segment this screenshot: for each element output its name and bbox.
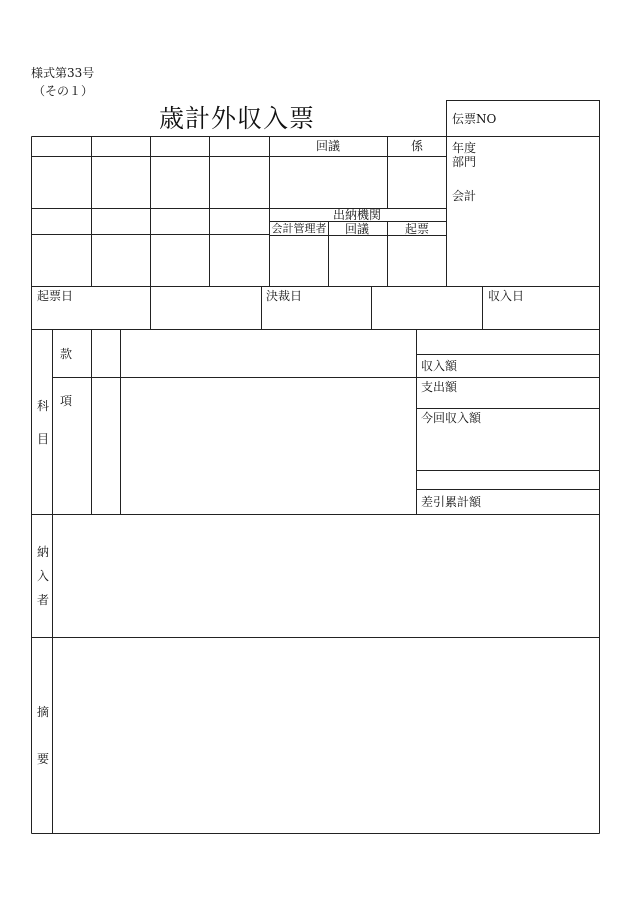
payer-entry-field[interactable] [53, 515, 599, 637]
payer-label-char-2: 入 [37, 569, 50, 583]
balance-total-label: 差引累計額 [421, 495, 482, 509]
summary-label-char-1: 摘 [37, 705, 50, 719]
subject-label-char-2: 目 [37, 432, 50, 446]
kan-entry-field[interactable] [121, 330, 416, 377]
current-receipt-label: 今回収入額 [421, 411, 482, 425]
account-label: 会計 [452, 189, 477, 203]
decision-date-label: 決裁日 [266, 289, 303, 303]
slip-no-label: 伝票NO [452, 112, 497, 126]
page-title: 歳計外収入票 [159, 104, 316, 133]
kou-label: 項 [60, 394, 73, 408]
kan-label: 款 [60, 347, 73, 361]
receipt-date-label: 収入日 [488, 289, 525, 303]
receipt-amount-label: 収入額 [421, 359, 458, 373]
payer-label-char-3: 者 [37, 593, 50, 607]
payment-amount-label: 支出額 [421, 380, 458, 394]
form-number: 様式第33号 [31, 66, 95, 80]
department-label: 部門 [452, 155, 477, 169]
form-part: （その１） [33, 84, 94, 98]
circulation-label: 回議 [315, 139, 341, 153]
circulation-label-2: 回議 [344, 222, 370, 236]
draft-date-label: 起票日 [37, 289, 74, 303]
drafting-label: 起票 [404, 222, 430, 236]
summary-entry-field[interactable] [53, 638, 599, 833]
payer-label-char-1: 納 [37, 545, 50, 559]
summary-label-char-2: 要 [37, 752, 50, 766]
disbursement-office-label: 出納機関 [332, 208, 382, 222]
year-label: 年度 [452, 141, 477, 155]
kou-entry-field[interactable] [121, 378, 416, 514]
accounting-manager-label: 会計管理者 [271, 222, 327, 235]
subject-label-char-1: 科 [37, 399, 50, 413]
clerk-label: 係 [410, 139, 424, 153]
